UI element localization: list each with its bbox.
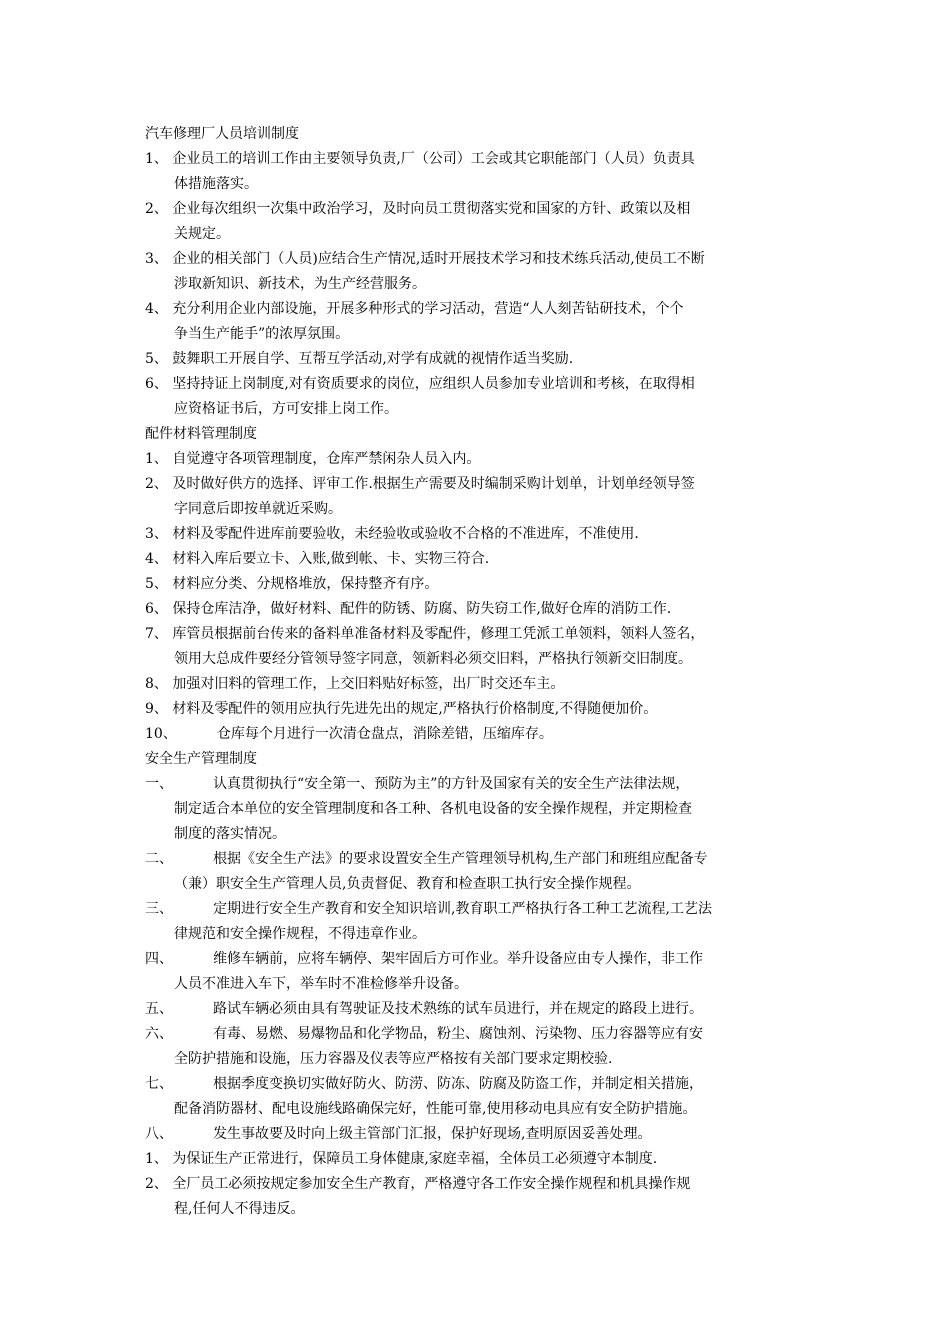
item-text-line: 自觉遵守各项管理制度，仓库严禁闲杂人员入内。 [172,451,481,467]
section-title: 配件材料管理制度 [145,426,257,442]
list-item [145,622,820,672]
item-text-continuation: 程,任何人不得违反。 [174,1201,305,1217]
item-text-line: 材料及零配件的领用应执行先进先出的规定,严格执行价格制度,不得随便加价。 [172,701,658,717]
list-item [145,197,820,247]
section-title: 汽车修理厂人员培训制度 [145,126,299,142]
item-number: 4、 [145,551,173,567]
list-item-first-line [145,697,820,722]
list-item-first-line [145,472,820,497]
list-item [145,372,820,422]
item-number: 9、 [145,701,173,717]
list-item [145,1022,820,1072]
item-text-continuation: 领用大总成件要经分管领导签字同意，领新料必须交旧料，严格执行领新交旧制度。 [174,651,692,667]
item-number: 六、 [145,1026,214,1042]
item-number: 2、 [145,476,173,492]
list-item-first-line [145,847,820,872]
list-item [145,697,820,722]
list-item-first-line [145,1072,820,1097]
item-text-line: 企业每次组织一次集中政治学习，及时向员工贯彻落实党和国家的方针、政策以及相 [172,201,691,217]
item-text-line: 材料及零配件进库前要验收，未经验收或验收不合格的不准进库，不准使用. [172,526,639,542]
item-text-continuation: 配备消防器材、配电设施线路确保完好，性能可靠,使用移动电具应有安全防护措施。 [174,1101,697,1117]
item-text-continuation: 制度的落实情况。 [174,826,286,842]
list-item-first-line [145,147,820,172]
list-item-first-line [145,772,820,797]
item-text-continuation: （兼）职安全生产管理人员,负责督促、教育和检查职工执行安全操作规程。 [174,876,641,892]
item-number: 七、 [145,1076,214,1092]
list-item-first-line [145,522,820,547]
item-number: 6、 [145,376,173,392]
item-number: 一、 [145,776,214,792]
item-number: 五、 [145,1001,214,1017]
item-number: 3、 [145,251,173,267]
item-number: 8、 [145,676,173,692]
list-item [145,1172,820,1222]
document-page [145,122,820,1222]
list-item [145,772,820,847]
list-item-first-line [145,897,820,922]
item-text-line: 保持仓库洁净，做好材料、配件的防锈、防腐、防失窃工作,做好仓库的消防工作. [172,601,672,617]
list-item [145,672,820,697]
item-text-line: 为保证生产正常进行，保障员工身体健康,家庭幸福，全体员工必须遵守本制度. [172,1151,658,1167]
list-item [145,472,820,522]
list-item-first-line [145,547,820,572]
item-number: 5、 [145,351,173,367]
item-number: 5、 [145,576,173,592]
list-item [145,1147,820,1172]
item-text-line: 加强对旧料的管理工作，上交旧料贴好标签，出厂时交还车主。 [172,676,565,692]
item-text-continuation: 字同意后即按单就近采购。 [174,501,342,517]
list-item-first-line [145,247,820,272]
list-item [145,447,820,472]
item-text-line: 认真贯彻执行“安全第一、预防为主”的方针及国家有关的安全生产法律法规， [213,776,690,792]
item-text-line: 库管员根据前台传来的备料单准备材料及零配件，修理工凭派工单领料，领料人签名， [172,626,705,642]
item-text-line: 企业员工的培训工作由主要领导负责,厂（公司）工会或其它职能部门（人员）负责具 [172,151,695,167]
list-item [145,722,820,747]
item-number: 三、 [145,901,214,917]
section-title: 安全生产管理制度 [145,751,257,767]
item-text-line: 维修车辆前，应将车辆停、架牢固后方可作业。举升设备应由专人操作，非工作 [213,951,704,967]
list-item [145,147,820,197]
item-text-continuation: 争当生产能手”的浓厚氛围。 [174,326,350,342]
list-item [145,597,820,622]
item-number: 二、 [145,851,214,867]
list-item-first-line [145,722,820,747]
list-item [145,347,820,372]
list-item-first-line [145,1122,820,1147]
item-text-line: 充分利用企业内部设施，开展多种形式的学习活动，营造“人人刻苦钻研技术，个个 [172,301,684,317]
list-item [145,297,820,347]
item-text-line: 全厂员工必须按规定参加安全生产教育，严格遵守各工作安全操作规程和机具操作规 [172,1176,691,1192]
list-item-first-line [145,1022,820,1047]
list-item-first-line [145,622,820,647]
list-item-first-line [145,197,820,222]
list-item-first-line [145,597,820,622]
item-text-continuation: 应资格证书后，方可安排上岗工作。 [174,401,398,417]
item-text-continuation: 人员不准进入车下，举车时不准检修举升设备。 [174,976,468,992]
item-number: 3、 [145,526,173,542]
list-item [145,247,820,297]
item-text-continuation: 律规范和安全操作规程，不得违章作业。 [174,926,426,942]
item-number: 四、 [145,951,214,967]
list-item [145,897,820,947]
list-item-first-line [145,947,820,972]
list-item [145,847,820,897]
list-item [145,522,820,547]
item-number: 2、 [145,201,173,217]
item-number: 八、 [145,1126,214,1142]
item-text-continuation: 体措施落实。 [174,176,258,192]
item-number: 1、 [145,151,173,167]
item-text-line: 材料应分类、分规格堆放，保持整齐有序。 [172,576,439,592]
item-text-line: 企业的相关部门（人员)应结合生产情况,适时开展技术学习和技术练兵活动,使员工不断 [172,251,705,267]
list-item-first-line [145,297,820,322]
list-item [145,1122,820,1147]
item-text-continuation: 全防护措施和设施，压力容器及仪表等应严格按有关部门要求定期校验. [174,1051,613,1067]
item-text-continuation: 关规定。 [174,226,230,242]
list-item-first-line [145,372,820,397]
item-number: 1、 [145,451,173,467]
list-item-first-line [145,672,820,697]
list-item-first-line [145,572,820,597]
item-number: 7、 [145,626,173,642]
item-text-line: 鼓舞职工开展自学、互帮互学活动,对学有成就的视情作适当奖励. [172,351,574,367]
list-item-first-line [145,1172,820,1197]
item-text-line: 有毒、易燃、易爆物品和化学物品，粉尘、腐蚀剂、污染物、压力容器等应有安 [213,1026,704,1042]
item-text-line: 及时做好供方的选择、评审工作.根据生产需要及时编制采购计划单，计划单经领导签 [172,476,695,492]
item-text-line: 仓库每个月进行一次清仓盘点，消除差错，压缩库存。 [216,726,553,742]
item-number: 6、 [145,601,173,617]
item-number: 2、 [145,1176,173,1192]
list-item-first-line [145,1147,820,1172]
item-text-line: 定期进行安全生产教育和安全知识培训,教育职工严格执行各工种工艺流程,工艺法 [213,901,712,917]
item-number: 10、 [145,726,217,742]
list-item [145,947,820,997]
list-item [145,997,820,1022]
item-text-line: 材料入库后要立卡、入账,做到帐、卡、实物三符合. [172,551,490,567]
list-item-first-line [145,997,820,1022]
item-text-line: 根据季度变换切实做好防火、防涝、防冻、防腐及防盗工作，并制定相关措施， [213,1076,704,1092]
list-item [145,547,820,572]
item-number: 4、 [145,301,173,317]
item-number: 1、 [145,1151,173,1167]
item-text-continuation: 制定适合本单位的安全管理制度和各工种、各机电设备的安全操作规程，并定期检查 [174,801,692,817]
list-item [145,1072,820,1122]
list-item-first-line [145,347,820,372]
item-text-line: 路试车辆必须由具有驾驶证及技术熟练的试车员进行，并在规定的路段上进行。 [213,1001,704,1017]
item-text-line: 坚持持证上岗制度,对有资质要求的岗位，应组织人员参加专业培训和考核，在取得相 [172,376,695,392]
item-text-line: 发生事故要及时向上级主管部门汇报，保护好现场,查明原因妥善处理。 [213,1126,652,1142]
item-text-continuation: 涉取新知识、新技术，为生产经营服务。 [174,276,426,292]
list-item [145,572,820,597]
list-item-first-line [145,447,820,472]
item-text-line: 根据《安全生产法》的要求设置安全生产管理领导机构,生产部门和班组应配备专 [213,851,708,867]
